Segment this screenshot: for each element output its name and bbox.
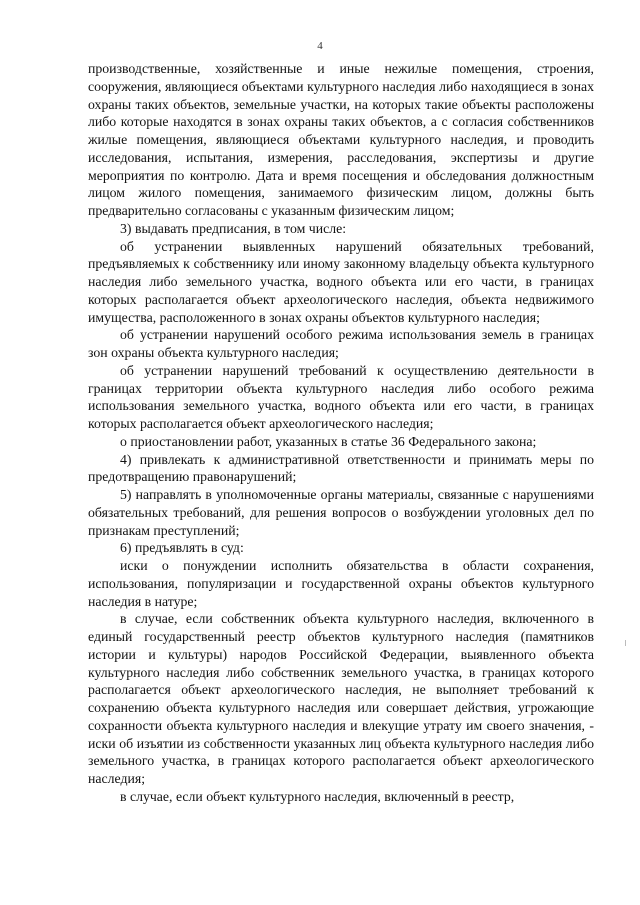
paragraph-owner-case: в случае, если собственник объекта культурного наследия, включенного в единый государственный реестр объектов культурного наследия (памятников истории и культуры) народов Российской Федерации, выявленного объекта культурного наследия либо собственник земельного участка, в границах которого располагается объект археологического наследия, не выполняет требований к сохранению объекта культурного наследия или совершает действия, угрожающие сохранности объекта культурного наследия и влекущие утрату им своего значения, - иски об изъятии из собственности указанных лиц объекта культурного наследия либо земельного участка, в границах которого располагается объект археологического наследия;	[88, 611, 594, 786]
paragraph-item-4: 4) привлекать к административной ответственности и принимать меры по предотвращению правонарушений;	[88, 451, 594, 485]
paragraph-special-regime: об устранении нарушений особого режима использования земель в границах зон охраны объекта культурного наследия;	[88, 327, 594, 360]
paragraph-item-5: 5) направлять в уполномоченные органы материалы, связанные с нарушениями обязательных требований, для решения вопросов о возбуждении уголовных дел по признакам преступлений;	[88, 487, 594, 538]
page-number: 4	[317, 40, 323, 52]
document-body	[88, 60, 594, 806]
paragraph-registry-case: в случае, если объект культурного наследия, включенный в реестр,	[120, 788, 515, 804]
paragraph-item-6: 6) предъявлять в суд:	[120, 540, 244, 556]
paragraph-item-3: 3) выдавать предписания, в том числе:	[120, 220, 347, 236]
paragraph-continuation: производственные, хозяйственные и иные нежилые помещения, строения, сооружения, являющиеся объектами культурного наследия либо находящиеся в зонах охраны таких объектов, земельные участки, на которых такие объекты расположены либо которые находятся в зонах охраны таких объектов, а с согласия собственников жилые помещения, являющиеся объектами культурного наследия, и проводить исследования, испытания, измерения, расследования, экспертизы и другие мероприятия по контролю. Дата и время посещения и обследования должностным лицом жилого помещения, занимаемого физическим лицом, должны быть предварительно согласованы с указанным физическим лицом;	[88, 61, 594, 218]
paragraph-territory-requirements: об устранении нарушений требований к осуществлению деятельности в границах территории объекта культурного наследия либо особого режима использования земельного участка, водного объекта или его части, в границах которых располагается объект археологического наследия;	[88, 362, 594, 431]
paragraph-violations-elimination: об устранении выявленных нарушений обязательных требований, предъявляемых к собственнику или иному законному владельцу объекта культурного наследия либо земельного участка, водного объекта или его части, в границах которых располагается объект археологического наследия, объекта недвижимого имущества, расположенного в зонах охраны объектов культурного наследия;	[88, 238, 594, 325]
paragraph-work-suspension: о приостановлении работ, указанных в статье 36 Федерального закона;	[120, 433, 537, 449]
margin-mark	[625, 640, 626, 646]
paragraph-lawsuits: иски о понуждении исполнить обязательства в области сохранения, использования, популяризации и государственной охраны объектов культурного наследия в натуре;	[88, 558, 594, 609]
